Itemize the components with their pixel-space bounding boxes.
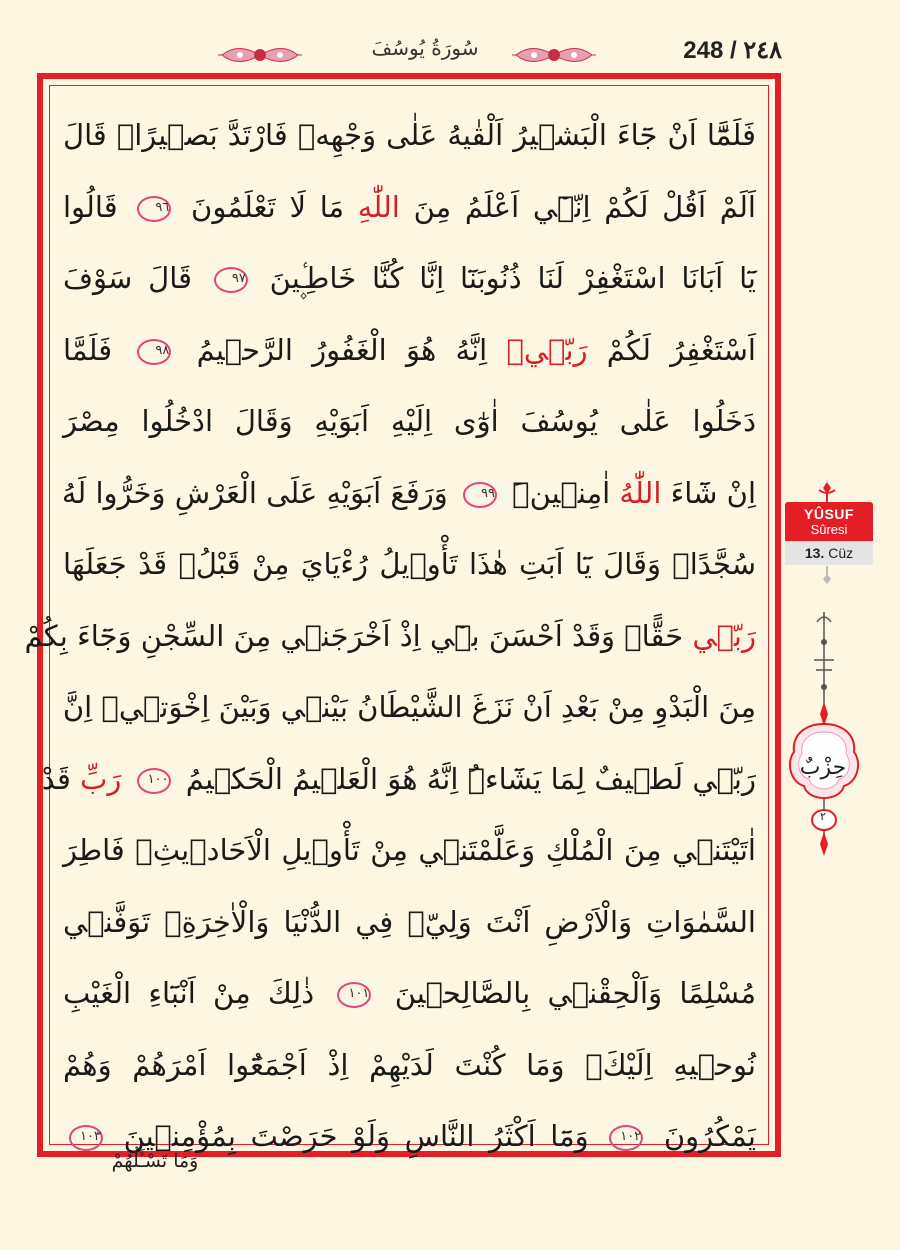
ayah-number-marker: ٩٦ [137, 196, 171, 222]
verse-text: اٰتَيْتَن۪ي مِنَ الْمُلْكِ وَعَلَّمْتَن۪ي مِنْ تَأْو۪يلِ الْاَحَاد۪يثِۚ فَاطِرَ [63, 833, 756, 867]
ayah-number-marker: ٩٨ [137, 339, 171, 365]
ayah-number-marker: ١٠٢ [609, 1125, 643, 1151]
verse-line [63, 315, 756, 387]
page-number-arabic: ٢٤٨ [743, 37, 782, 64]
ayah-number-marker: ١٠٣ [69, 1125, 103, 1151]
verse-text: يَمْكُرُونَ [649, 1119, 756, 1153]
verse-text: حَقًّاۜ وَقَدْ اَحْسَنَ ب۪ٓي اِذْ اَخْرَجَن۪ي مِنَ السِّجْنِ وَجَٓاءَ بِكُمْ [24, 618, 693, 653]
verse-text: اَسْتَغْفِرُ لَكُمْ [587, 332, 756, 367]
verse-text: السَّمٰوَاتِ وَالْاَرْضِ اَنْتَ وَلِيّ۪ فِي الدُّنْيَا وَالْاٰخِرَةِۚ تَوَفَّن۪ي [63, 904, 756, 939]
verse-text: قَالَ سَوْفَ [63, 261, 208, 295]
verse-text: اَلَمْ اَقُلْ لَكُمْ اِنّ۪ٓي اَعْلَمُ مِنَ [399, 189, 756, 224]
verse-line [63, 243, 756, 315]
verse-text: اِنْ شَٓاءَ [661, 475, 756, 510]
header-ornament-right-icon [512, 40, 596, 70]
verse-text [121, 762, 130, 796]
surah-label-latin: Sûresi [810, 522, 848, 537]
ayah-number-marker: ٩٩ [463, 482, 497, 508]
page-header [0, 0, 900, 70]
divine-name-text: رَبِّ [80, 761, 122, 796]
verse-text: قَدْ [41, 761, 81, 796]
page-number-separator: / [723, 37, 744, 64]
verse-text: وَمَٓا اَكْثَرُ النَّاسِ وَلَوْ حَرَصْتَ بِمُؤْمِن۪ينَ [109, 1119, 604, 1153]
cuz-tab [785, 541, 873, 565]
verse-line [63, 958, 756, 1030]
bottom-sidebar-finial-icon [815, 566, 839, 586]
verse-text: قَالُوا [63, 189, 132, 224]
verse-line [63, 458, 756, 530]
divine-name-text: رَبّ۪ي [506, 332, 588, 367]
surah-title: سُورَةُ يُوسُفَ [371, 36, 479, 60]
ayah-number-marker: ١٠١ [337, 982, 371, 1008]
page-number-latin: 248 [683, 37, 724, 64]
verse-line [63, 815, 756, 887]
verse-text: رَبّ۪ي لَط۪يفٌ لِمَا يَشَٓاءُۜ اِنَّهُ هُوَ الْعَل۪يمُ الْحَك۪يمُ [176, 761, 756, 796]
verse-text: مِنَ الْبَدْوِ مِنْ بَعْدِ اَنْ نَزَغَ الشَّيْطَانُ بَيْن۪ي وَبَيْنَ اِخْوَت۪يۜ اِنَّ [62, 690, 756, 724]
verse-text: ذٰلِكَ مِنْ اَنْبَٓاءِ الْغَيْبِ [63, 976, 332, 1010]
hizb-marker-icon [784, 612, 864, 862]
divine-name-text: رَبّ۪ي [692, 618, 756, 653]
header-ornament-left-icon [218, 40, 302, 70]
catchword: وَمَا تَسْـَٔلُهُمْ [111, 1150, 199, 1172]
verse-text: ۜ اِنَّهُ هُوَ الْغَفُورُ الرَّح۪يمُ [177, 332, 507, 367]
divine-name-text: اللّٰهِ [357, 189, 400, 224]
verse-text: فَلَمَّا [63, 332, 132, 367]
hizb-number: ٢ [820, 810, 826, 823]
divine-name-text: اللّٰهُ [619, 475, 662, 510]
verse-line [24, 601, 756, 673]
surah-name-latin: YÛSUF [804, 506, 854, 522]
verse-text: اٰمِن۪ينَۜ [502, 475, 620, 510]
verse-line [63, 100, 756, 172]
verse-line [63, 672, 756, 744]
verse-text: فَلَمَّٓا اَنْ جَٓاءَ الْبَش۪يرُ اَلْقٰيهُ عَلٰى وَجْهِه۪ فَارْتَدَّ بَص۪يرًاۚ قَالَ [63, 118, 756, 152]
surah-cuz-label [785, 502, 873, 565]
verse-text: نُوح۪يهِ اِلَيْكَۚ وَمَا كُنْتَ لَدَيْهِمْ اِذْ اَجْمَعُٓوا اَمْرَهُمْ وَهُمْ [63, 1047, 756, 1082]
verse-line [63, 529, 756, 601]
verse-text: دَخَلُوا عَلٰى يُوسُفَ اٰوٰٓى اِلَيْهِ اَبَوَيْهِ وَقَالَ ادْخُلُوا مِصْرَ [63, 404, 756, 438]
verse-line [63, 386, 756, 458]
verse-line [41, 744, 756, 816]
verse-text: مَا لَا تَعْلَمُونَ [177, 189, 358, 224]
surah-name-tab [785, 502, 873, 541]
verse-text: مُسْلِمًا وَاَلْحِقْن۪ي بِالصَّالِح۪ينَ [377, 976, 756, 1010]
verse-text: سُجَّدًاۚ وَقَالَ يَٓا اَبَتِ هٰذَا تَأْو۪يلُ رُءْيَايَ مِنْ قَبْلُۘ قَدْ جَعَلَهَا [63, 547, 756, 581]
ayah-number-marker: ١٠٠ [137, 768, 171, 794]
verse-text: وَرَفَعَ اَبَوَيْهِ عَلَى الْعَرْشِ وَخَرُّوا لَهُ [61, 475, 457, 510]
cuz-number: 13. [804, 545, 825, 561]
ayah-number-marker: ٩٧ [214, 267, 248, 293]
verse-text-area [24, 100, 756, 1173]
verse-line [63, 1030, 756, 1102]
verse-line [63, 887, 756, 959]
cuz-label: Cüz [824, 545, 854, 561]
verse-line [63, 172, 756, 244]
verse-text: يَٓا اَبَانَا اسْتَغْفِرْ لَنَا ذُنُوبَنَٓا اِنَّا كُنَّا خَاطِـ۪ٔينَ [253, 261, 756, 295]
page-number [683, 36, 782, 65]
hizb-label: حِزْبٌ [799, 755, 847, 780]
